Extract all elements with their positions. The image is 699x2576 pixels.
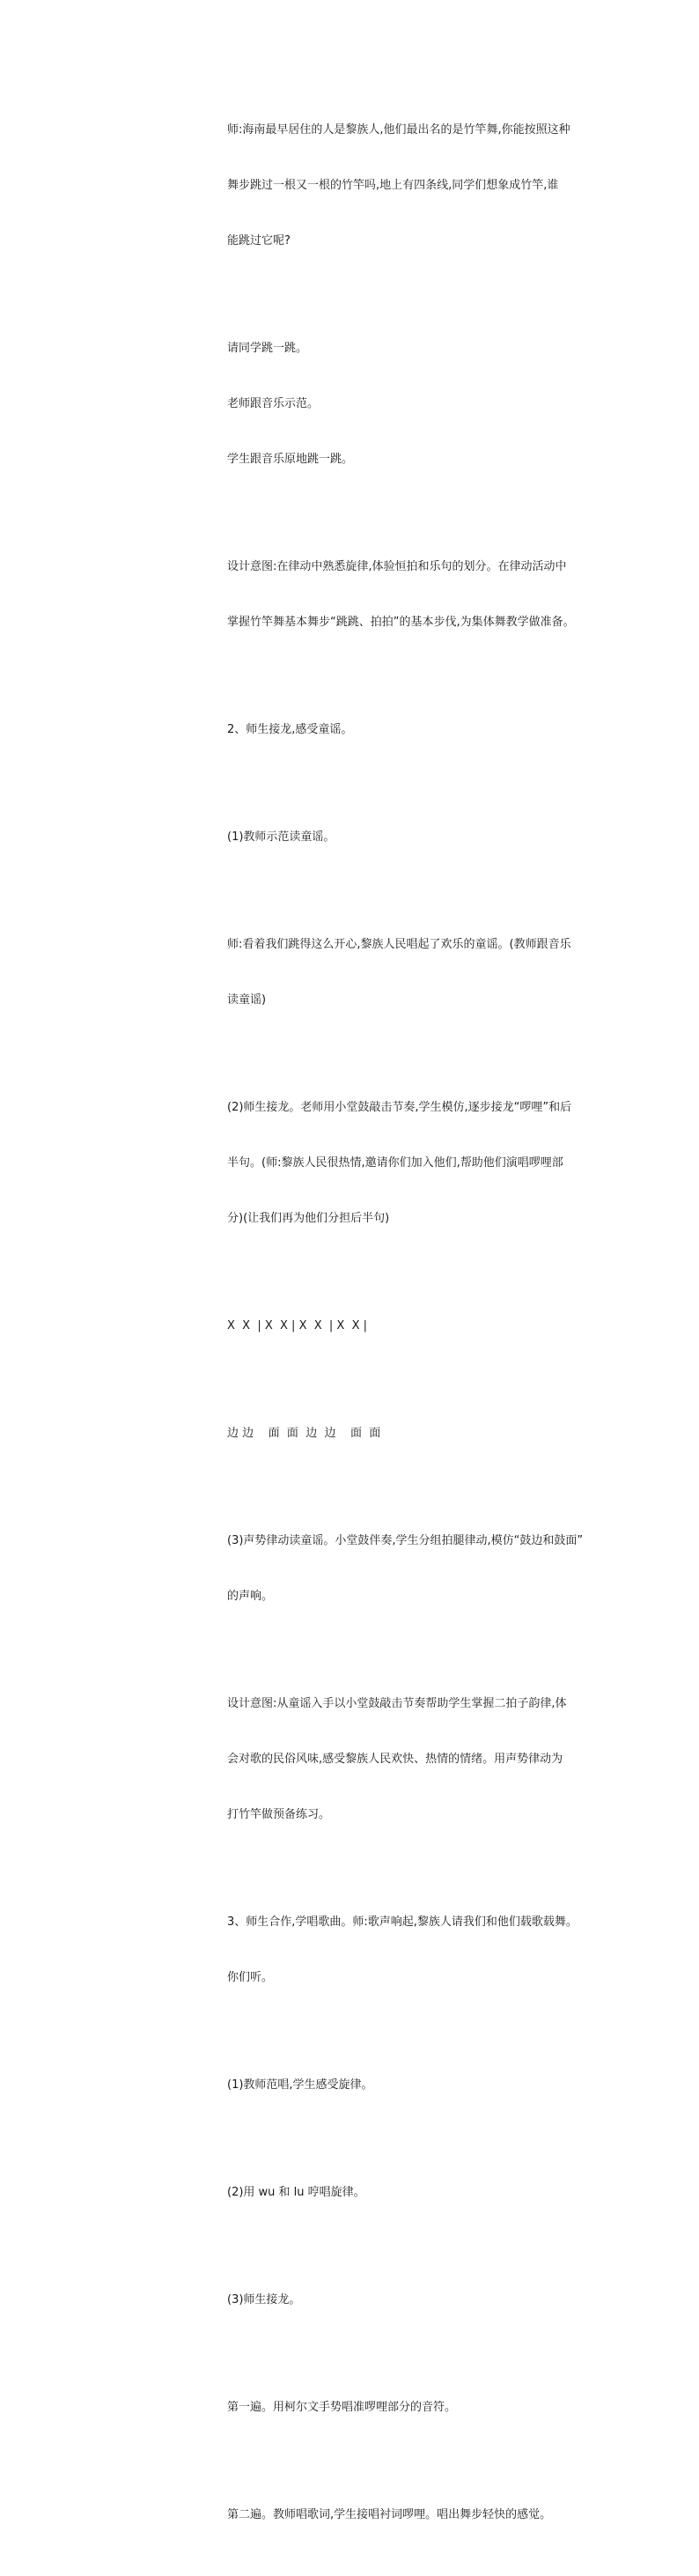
text-line: 掌握竹竿舞基本舞步“跳跳、拍拍”的基本步伐,为集体舞教学做准备。 [227, 616, 575, 629]
text-line: 第二遍。教师唱歌词,学生接唱衬词啰哩。唱出舞步轻快的感觉。 [227, 2508, 552, 2521]
paragraph-sub-2 [227, 2146, 597, 2239]
text-line: 师:看着我们跳得这么开心,黎族人民唱起了欢乐的童谣。(教师跟音乐 [227, 938, 571, 951]
paragraph-second-pass [227, 2469, 597, 2561]
paragraph-sub-1 [227, 2039, 597, 2131]
paragraph-first-pass [227, 2361, 597, 2454]
text-line: 师:海南最早居住的人是黎族人,他们最出名的是竹竿舞,你能按照这种 [227, 123, 570, 137]
paragraph-design-intent-1 [227, 520, 597, 668]
text-line: 老师跟音乐示范。 [227, 397, 320, 410]
text-line: 2、师生接龙,感受童谣。 [227, 723, 353, 736]
paragraph-teacher-speech [227, 898, 597, 1046]
text-line: 舞步跳过一根又一根的竹竿吗,地上有四条线,同学们想象成竹竿,谁 [227, 179, 559, 192]
text-line: 的声响。 [227, 1590, 274, 1603]
text-line: 你们听。 [227, 1971, 274, 1984]
text-line: (1)教师示范读童谣。 [227, 830, 335, 844]
paragraph-intro [227, 84, 597, 287]
rhythm-lyrics [227, 1387, 597, 1480]
text-line: 第一遍。用柯尔文手势唱准啰哩部分的音符。 [227, 2401, 457, 2414]
paragraph-step-3 [227, 1495, 597, 1642]
paragraph-design-intent-2 [227, 1657, 597, 1861]
text-line: 半句。(师:黎族人民很热情,邀请你们加入他们,帮助他们演唱啰哩部 [227, 1156, 563, 1170]
section-heading-2 [227, 683, 597, 776]
text-line: 读童谣) [227, 993, 267, 1007]
text-line: 设计意图:在律动中熟悉旋律,体验恒拍和乐句的划分。在律动活动中 [227, 560, 567, 573]
section-heading-3 [227, 1876, 597, 2024]
text-line: (3)声势律动读童谣。小堂鼓伴奏,学生分组拍腿律动,模仿“鼓边和鼓面” [227, 1534, 584, 1547]
text-line: (2)用 wu 和 lu 哼唱旋律。 [227, 2186, 365, 2199]
paragraph-step-1 [227, 791, 597, 883]
text-line: 3、师生合作,学唱歌曲。师:歌声响起,黎族人请我们和他们载歌载舞。 [227, 1915, 578, 1929]
text-line: 打竹竿做预备练习。 [227, 1808, 331, 1821]
rhythm-notation [227, 1280, 597, 1372]
text-line: 边 边 面 面 边 边 面 面 [227, 1427, 381, 1440]
paragraph-sub-3 [227, 2254, 597, 2346]
text-line: (3)师生接龙。 [227, 2293, 301, 2307]
text-line: 请同学跳一跳。 [227, 342, 308, 355]
text-line: 分)(让我们再为他们分担后半句) [227, 1212, 390, 1225]
document-page [227, 84, 597, 2576]
text-line: 会对歌的民俗风味,感受黎族人民欢快、热情的情绪。用声势律动为 [227, 1753, 563, 1766]
text-line: (1)教师范唱,学生感受旋律。 [227, 2078, 373, 2092]
text-line: X X | X X | X X | X X | [227, 1319, 368, 1332]
paragraph-step-2 [227, 1061, 597, 1265]
text-line: (2)师生接龙。老师用小堂鼓敲击节奏,学生模仿,逐步接龙“啰哩”和后 [227, 1101, 572, 1114]
paragraph-steps [227, 302, 597, 506]
text-line: 能跳过它呢? [227, 234, 291, 247]
text-line: 设计意图:从童谣入手以小堂鼓敲击节奏帮助学生掌握二拍子韵律,体 [227, 1697, 567, 1710]
text-line: 学生跟音乐原地跳一跳。 [227, 453, 354, 466]
